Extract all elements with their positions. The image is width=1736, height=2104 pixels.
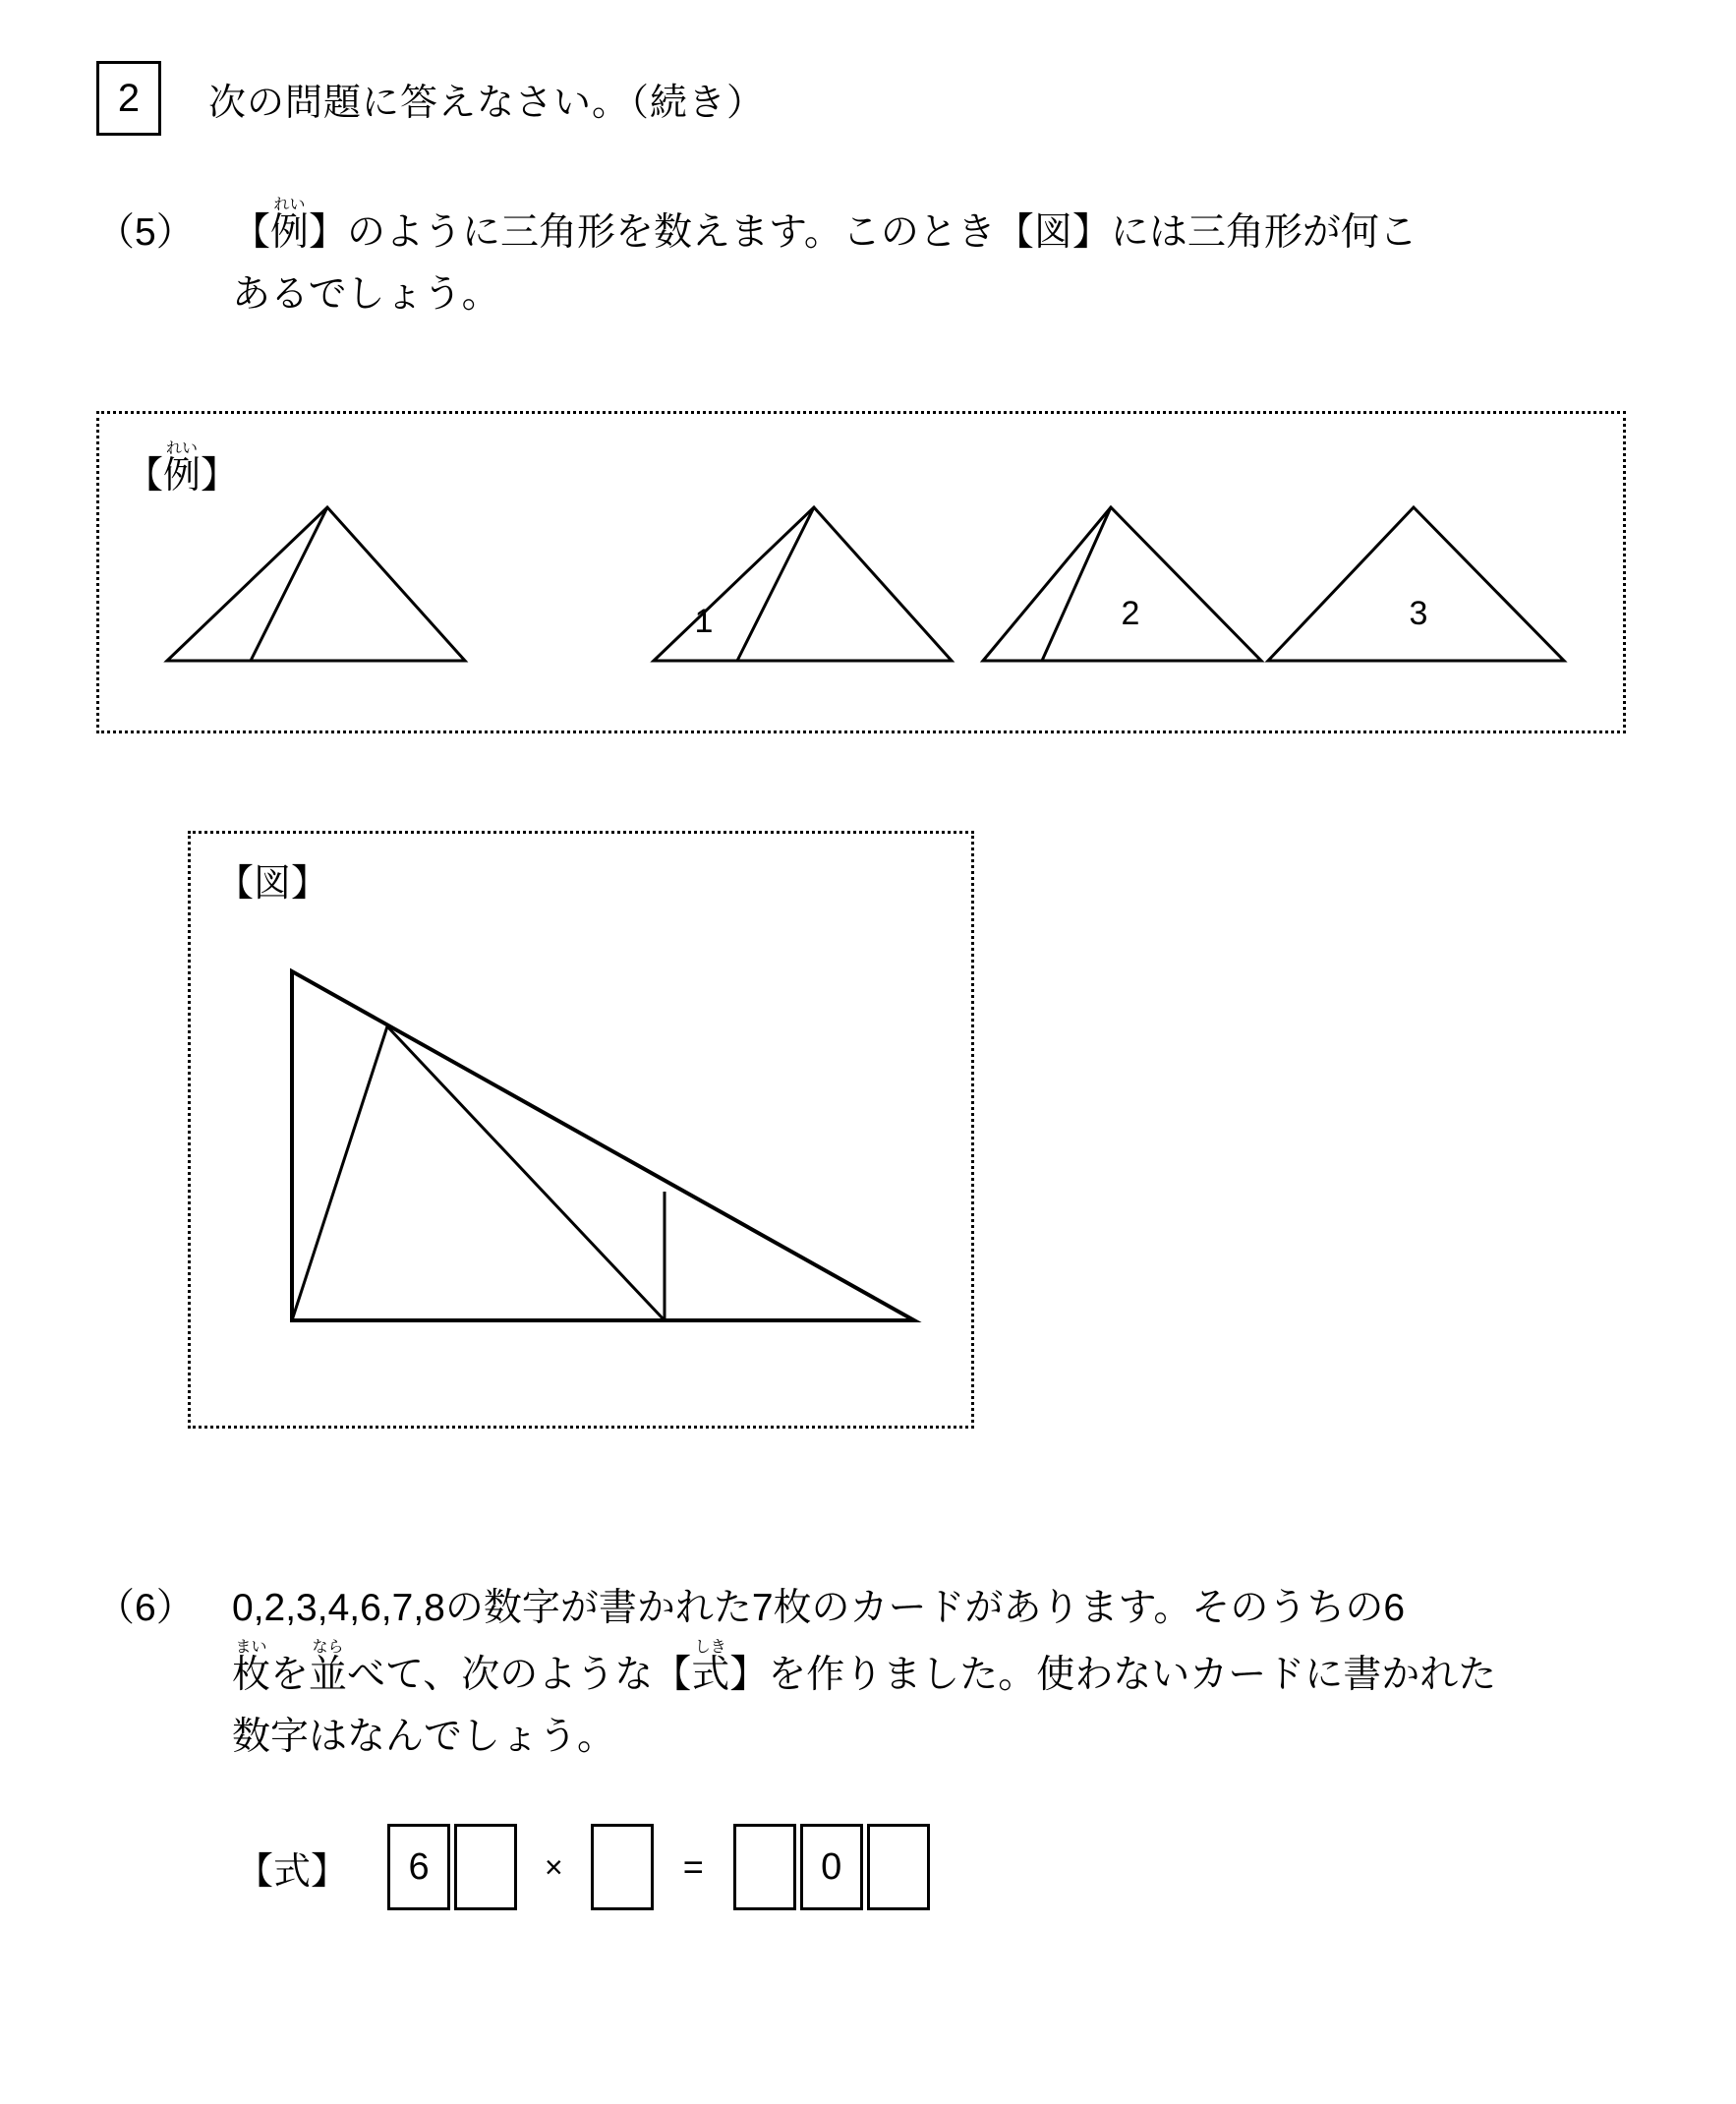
ruby-nara	[309, 1639, 348, 1697]
question-6-wo: を	[270, 1654, 310, 1697]
example-triangle-1-label: 1	[694, 603, 714, 640]
ruby-base-nara: 並	[309, 1654, 348, 1697]
digit-cell-4[interactable]	[733, 1824, 796, 1910]
question-number-box: 2	[96, 61, 161, 136]
question-6-tail: 】を作りました。使わないカードに書かれた	[729, 1654, 1497, 1697]
question-6-line-1-text: 0,2,3,4,6,7,8の数字が書かれた7枚のカードがあります。そのうちの6	[232, 1587, 1406, 1629]
question-6	[96, 1577, 1496, 1769]
equation-row	[236, 1824, 930, 1910]
equation-operand-left	[387, 1824, 517, 1910]
question-5-label: （5）	[96, 211, 195, 254]
ruby-mai	[232, 1639, 271, 1697]
ruby-text-mai: まい	[232, 1639, 271, 1657]
question-5-line-1-rest: 】のように三角形を数えます。このとき【図】には三角形が何こ	[309, 211, 1418, 254]
example-caption-bracket-close: 】	[201, 455, 239, 497]
equals-symbol: =	[682, 1846, 704, 1887]
digit-cell-1[interactable]: 6	[387, 1824, 450, 1910]
ruby-text-nara: なら	[309, 1639, 348, 1657]
equation-operand-right	[591, 1824, 654, 1910]
ruby-base-rei-caption: 例	[163, 455, 202, 497]
question-6-line-3-text: 数字はなんでしょう。	[232, 1716, 616, 1759]
question-6-mid: べて、次のような【	[347, 1654, 692, 1697]
equation-result	[733, 1824, 930, 1910]
question-6-label: （6）	[96, 1587, 195, 1629]
ruby-base-rei: 例	[270, 211, 310, 254]
question-6-line-2	[96, 1639, 1496, 1706]
ruby-text-rei: れい	[270, 197, 310, 213]
figure-box-caption: 【図】	[216, 863, 329, 905]
ruby-shiki	[691, 1639, 730, 1697]
ruby-text-rei-caption: れい	[163, 440, 202, 457]
question-5-bracket-open: 【	[232, 211, 271, 254]
digit-cell-3[interactable]	[591, 1824, 654, 1910]
ruby-text-shiki: しき	[691, 1639, 730, 1657]
multiply-symbol: ×	[545, 1848, 563, 1885]
example-triangle-3-label: 3	[1409, 595, 1428, 632]
question-6-line-1	[96, 1577, 1496, 1639]
example-caption-bracket-open: 【	[126, 455, 164, 497]
digit-cell-6[interactable]	[867, 1824, 930, 1910]
ruby-base-shiki: 式	[691, 1654, 730, 1697]
example-triangle-2-label: 2	[1121, 595, 1140, 632]
figure-main-triangle	[292, 971, 914, 1320]
question-6-line-3	[96, 1706, 1496, 1768]
question-5-line-2-text: あるでしょう。	[232, 273, 500, 317]
ruby-base-mai: 枚	[232, 1654, 271, 1697]
digit-cell-2[interactable]	[454, 1824, 517, 1910]
header-instruction: 次の問題に答えなさい。（続き）	[208, 82, 766, 124]
digit-cell-5[interactable]: 0	[800, 1824, 863, 1910]
equation-caption: 【式】	[236, 1850, 349, 1893]
